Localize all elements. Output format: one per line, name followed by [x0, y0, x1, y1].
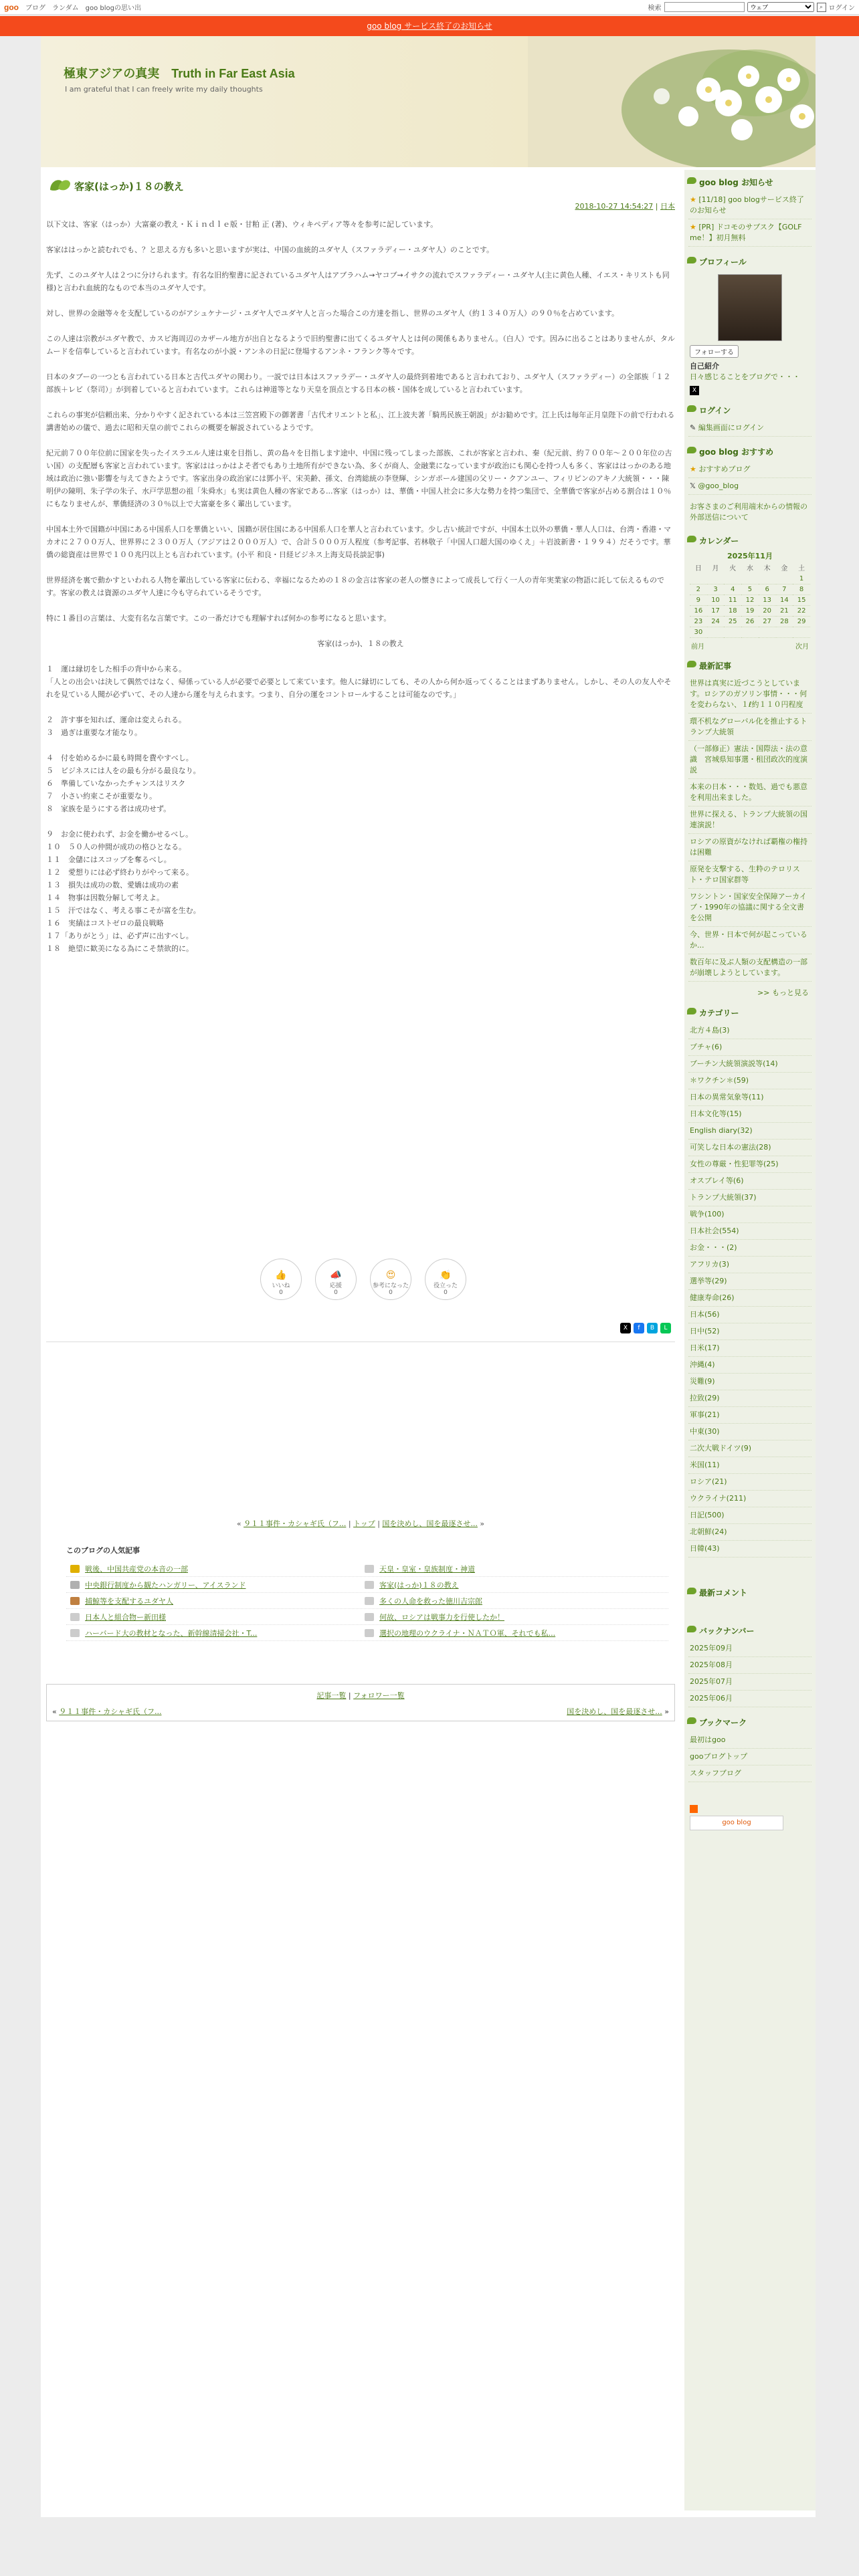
popular-link[interactable]: 多くの人命を救った徳川吉宗郎: [379, 1596, 482, 1606]
popular-link[interactable]: 捕鯨等を支配するユダヤ人: [85, 1596, 173, 1606]
star-icon: ★: [690, 465, 696, 473]
cal-next[interactable]: 次月: [795, 643, 809, 651]
spacer: [46, 955, 675, 968]
reaction-label: いいね: [272, 1283, 290, 1289]
bookmark-item[interactable]: スタッフブログ: [688, 1765, 812, 1782]
rank-icon: [70, 1613, 80, 1621]
rank-icon: [70, 1581, 80, 1589]
cal-day[interactable]: 7: [776, 584, 793, 595]
entry-paragraph: 世界経済を裏で動かすといわれる人物を輩出している客家に伝わる、幸福になるための１８の金言は客家の老人の懐きによって成長して行く一人の青年実業家の物語に託して伝えるものです。客家の教えは資源のユダヤ人達に今も守られているそうです。: [46, 576, 664, 597]
cal-day[interactable]: 18: [724, 606, 741, 617]
lesson-line: １７「ありがとう」は、必ず声に出すべし。: [46, 932, 193, 940]
category-item[interactable]: 日記(500): [688, 1507, 812, 1524]
comment-title: 最新コメント: [684, 1580, 816, 1602]
popular-item: [361, 1577, 655, 1592]
category-item[interactable]: プチャ(6): [688, 1039, 812, 1056]
category-item[interactable]: 災難(9): [688, 1374, 812, 1390]
category-item[interactable]: お金・・・(2): [688, 1240, 812, 1257]
cal-day[interactable]: 13: [759, 595, 776, 606]
category-item[interactable]: 戦争(100): [688, 1206, 812, 1223]
recent-item[interactable]: 原発を支撃する、生粋のテロリスト・テロ国家群等: [688, 861, 812, 889]
cal-day[interactable]: [759, 574, 776, 584]
popular-link[interactable]: 選択の地理のウクライナ・ＮＡＴＯ軍、それでも私...: [379, 1628, 556, 1638]
topbar-link-blog[interactable]: ブログ: [25, 5, 45, 12]
recent-item[interactable]: 環不机なグローバル化を推止するトランプ大統領: [688, 714, 812, 741]
top-link[interactable]: トップ: [353, 1519, 375, 1528]
recent-item[interactable]: 本来の日本・・・数処、過でも悪意を利用出来ました。: [688, 779, 812, 807]
lesson-line: １２ 愛想りには必ず終わりがやって来る。: [46, 868, 193, 877]
x-share-icon[interactable]: X: [620, 1323, 631, 1333]
lesson-line: ８ 家族を是うにする者は成功せず。: [46, 804, 171, 813]
popular-link[interactable]: 戦後、中国共産党の本音の一部: [85, 1564, 188, 1574]
cal-day[interactable]: 2: [690, 584, 707, 595]
calendar: [690, 561, 810, 638]
profile-box: [684, 272, 816, 398]
leaf-icon: [47, 175, 72, 195]
category-item[interactable]: 日本社会(554): [688, 1223, 812, 1240]
side-notice-title: goo blog お知らせ: [684, 170, 816, 192]
category-item[interactable]: 日韓(43): [688, 1541, 812, 1558]
category-item[interactable]: ＊ワクチン＊(59): [688, 1073, 812, 1089]
popular-title: このブログの人気記事: [66, 1546, 140, 1555]
reaction-label: 参考になった: [372, 1283, 409, 1289]
bookmark-item[interactable]: gooブログトップ: [688, 1749, 812, 1765]
cal-weekday: 日: [694, 565, 702, 572]
popular-item: [66, 1577, 361, 1592]
reaction-button[interactable]: [315, 1259, 357, 1300]
cal-day[interactable]: 10: [707, 595, 725, 606]
cal-weekday: 金: [781, 565, 788, 572]
lesson-group: [46, 752, 675, 828]
admin-login-link[interactable]: 編集画面にログイン: [698, 423, 765, 432]
login-title: ログイン: [684, 398, 816, 420]
entry-paragraph: 先ず、このユダヤ人は２つに分けられます。有名な旧約聖書に記されているユダヤ人はアブラハム→ヤコブ→イサクの流れでスファラディー・ユダヤ人(主に黄色人種、イエス・キリストも同様)と言われ血統的なもので本当のユダヤ人です。: [46, 271, 670, 292]
category-item[interactable]: English diary(32): [688, 1123, 812, 1140]
cal-day[interactable]: [690, 574, 707, 584]
osusume-link[interactable]: おすすめブログ: [698, 465, 751, 473]
popular-link[interactable]: 何故、ロシアは戦事力を行使したか！: [379, 1612, 504, 1622]
lesson-line: ３ 過ぎは重要な才能なり。: [46, 728, 142, 737]
backnumber-list: [684, 1640, 816, 1710]
category-item[interactable]: 二次大戦ドイツ(9): [688, 1440, 812, 1457]
rank-icon: [365, 1613, 374, 1621]
popular-item: [361, 1561, 655, 1576]
backnumber-item[interactable]: 2025年06月: [688, 1691, 812, 1707]
popular-item: [361, 1593, 655, 1608]
category-item[interactable]: 日本の異常気象等(11): [688, 1089, 812, 1106]
popular-row: [66, 1561, 668, 1577]
category-item[interactable]: 沖縄(4): [688, 1357, 812, 1374]
cal-day[interactable]: 24: [707, 617, 725, 627]
calendar-title: カレンダー: [684, 528, 816, 550]
entry-paragraph: 客家ははっかと読むれでも、？と思える方も多いと思いますが実は、中国の血統的ユダヤ人（スファラディー・ユダヤ人）のことです。: [46, 245, 494, 254]
popular-item: [66, 1609, 361, 1624]
cal-weekday: 火: [729, 565, 737, 572]
category-item[interactable]: アフリカ(3): [688, 1257, 812, 1273]
reaction-icon: 👍: [275, 1270, 287, 1281]
search-input[interactable]: [664, 2, 745, 12]
entry-paragraph: 紀元前７００年位前に国家を失ったイスラエル人達は東を目指し、黄の島々を目指します途中、中国に残ってしまった部族、これが客家と言われ、秦（紀元前、約７００年〜２００年位の古い国）の支配層も客家と言われています。客家ははっかはよそ者でもあり土地所有ができない為、多くが商人、金融業になっていますが政治にも関心を持つ人も多く、客家ははっかのある地域は政治に強い影響を与えてきたようです。客家出身の政治家には鄧小平、宋美齢、孫文、台湾総統の李登輝、シンガポール建国の父リー・クアンユー、フィリピンのアキノ大統領・・・陳明伊の陳明、朱子学の朱子、水戸学思想の祖「朱舜水」も実は黄色人種の客家である...客家（はっか）は、華僑・中国人社会に多大な勢力を持つ集団で、全華僑で客家が占める割合は１０％にもなりませんが、華僑経済の３０％以上で大富豪を多く輩出しています。: [46, 449, 672, 508]
cal-weekday: 水: [746, 565, 753, 572]
entry-list-link[interactable]: 記事一覧: [316, 1691, 347, 1700]
cal-day[interactable]: 15: [793, 595, 810, 606]
popular-list: [66, 1561, 668, 1641]
bottom-next-link[interactable]: 国を決めし、国を最逐させ...: [567, 1707, 662, 1716]
recent-item[interactable]: 世界に探える、トランプ大統領の国連演説！: [688, 807, 812, 834]
cal-day[interactable]: 21: [776, 606, 793, 617]
cal-day[interactable]: [741, 574, 759, 584]
cal-day[interactable]: 12: [741, 595, 759, 606]
popular-item: [66, 1593, 361, 1608]
spacer: [46, 739, 675, 752]
reaction-button[interactable]: [260, 1259, 302, 1300]
cal-day[interactable]: [776, 627, 793, 638]
cal-day[interactable]: [724, 574, 741, 584]
entry-body: [46, 218, 675, 968]
lesson-line: ９ お金に使われず、お金を働かせるべし。: [46, 830, 193, 839]
divider: [46, 1341, 675, 1342]
entry-paragraph: 特に１番目の言葉は、大変有名な言葉です。この一番だけでも理解すれば何かの参考になると思います。: [46, 614, 391, 623]
blog-header: [41, 36, 816, 167]
popular-row: [66, 1577, 668, 1593]
blog-description: I am grateful that I can freely write my daily thoughts: [65, 85, 263, 94]
lesson-line: ７ 小さい約束こそが重要なり。: [46, 792, 157, 800]
popular-item: [361, 1609, 655, 1624]
cal-day[interactable]: 8: [793, 584, 810, 595]
category-item[interactable]: ロシア(21): [688, 1474, 812, 1491]
page-wrapper: [41, 36, 816, 2517]
entry-date[interactable]: 2018-10-27 14:54:27: [575, 202, 654, 211]
entry-title[interactable]: 客家(はっか)１８の教え: [74, 181, 184, 193]
recent-title: 最新記事: [684, 653, 816, 675]
reaction-icon: 📣: [330, 1270, 342, 1281]
notice-item[interactable]: ★ [11/18] goo blogサービス終了のお知らせ: [688, 192, 812, 219]
profile-title: プロフィール: [684, 249, 816, 272]
rss-icon[interactable]: [690, 1805, 698, 1813]
entry-paragraph: この人達は宗教がユダヤ教で、カスピ海周辺のカザール地方が出自となるようで旧約聖書に出てくるユダヤ人とは何の関係もありません。（白人）です。因みに出ることはありませんが、タルムードを信奉していると言われています。有名なのが小説・アンネの日記に登場するアンネ・フランク等々です。: [46, 334, 675, 356]
notice-list: [684, 192, 816, 249]
recent-item[interactable]: 数百年に及ぶ人類の支配構造の一部が崩壊しようとしています。: [688, 954, 812, 982]
search-scope-select[interactable]: [747, 2, 814, 12]
lesson-line: １０ ５０人の仲間が成功の格ひとなる。: [46, 843, 186, 851]
goo-logo[interactable]: goo: [4, 2, 19, 12]
cal-day[interactable]: 17: [707, 606, 725, 617]
category-item[interactable]: トランプ大統領(37): [688, 1190, 812, 1206]
entry-paragraph: 日本のタブーの一つとも言われている日本と古代ユダヤの関わり。一説では日本はスファラデー・ユダヤ人の最終到着地であると言われており、ユダヤ人（スファラディー）の全部族「１２部族＋レビ（祭司）」が到着していると言われています。これらは神道等となり天皇を頂点とする日本の核・国体を成していると言われています。: [46, 372, 671, 394]
cal-day[interactable]: [793, 627, 810, 638]
lesson-line: １８ 絶望に歓美になる為にこそ禁欲的に。: [46, 944, 193, 953]
more-link[interactable]: >> もっと見る: [757, 988, 809, 997]
cal-day[interactable]: 30: [690, 627, 707, 638]
next-entry-link[interactable]: 国を決めし、国を最逐させ...: [382, 1519, 478, 1528]
category-item[interactable]: 軍事(21): [688, 1407, 812, 1424]
lesson-line: １６ 実績はコストゼロの最良戦略: [46, 919, 164, 928]
top-bar: [0, 0, 859, 15]
cal-day[interactable]: [776, 574, 793, 584]
category-item[interactable]: 日本文化等(15): [688, 1106, 812, 1123]
category-item[interactable]: オスプレイ等(6): [688, 1173, 812, 1190]
popular-item: [361, 1625, 655, 1640]
reaction-icon: 👏: [440, 1270, 452, 1281]
login-link[interactable]: ログイン: [828, 5, 855, 12]
notice-item[interactable]: ★ [PR] ドコモのサブスク【GOLF me！】初月無料: [688, 219, 812, 247]
category-item[interactable]: 健康寿命(26): [688, 1290, 812, 1307]
calendar-month: 2025年11月: [727, 552, 773, 560]
rank-icon: [70, 1597, 80, 1605]
recent-item[interactable]: ワシントン・国家安全保障アーカイブ・1990年の協議に関する全文書を公開: [688, 889, 812, 927]
lesson-group: [46, 663, 675, 714]
rank-icon: [365, 1629, 374, 1637]
recent-item[interactable]: （一部修正）憲法・国際法・法の意識 宮城県知事選・租団政次的度演説: [688, 741, 812, 779]
share-buttons: [620, 1323, 671, 1333]
service-end-notice[interactable]: goo blog サービス終了のお知らせ: [0, 16, 859, 36]
cal-day[interactable]: 5: [741, 584, 759, 595]
osusume-title: goo blog おすすめ: [684, 439, 816, 461]
rank-icon: [365, 1597, 374, 1605]
lesson-line: ５ ビジネスには人をの最も分がる最良なり。: [46, 766, 201, 775]
reaction-button[interactable]: [370, 1259, 411, 1300]
cal-day[interactable]: 25: [724, 617, 741, 627]
lesson-line: 「人との出会いは決して偶然ではなく、帰係っている人が必要で必要として来ています。他人に縁切にしても、その人から何か返ってくることはまずありません。しかし、その人の友人やそれを見ている人聞が必ずいて、その人達から運を与えられます。つまり、自分の運をコントロールすることは可能なのです。」: [46, 677, 672, 699]
cal-day[interactable]: 1: [793, 574, 810, 584]
category-item[interactable]: 可笑しな日本の憲法(28): [688, 1140, 812, 1156]
twitter-link[interactable]: @goo_blog: [698, 481, 739, 490]
cal-prev[interactable]: 前月: [691, 643, 704, 651]
lessons-title: 客家(はっか)、１８の教え: [317, 639, 404, 648]
sidebar: goo blog お知らせ ★ [11/18] goo blogサービス終了のお知らせ ★ [PR] ドコモのサブスク【GOLF me！】初月無料 プロフィール フォローする 自己紹介 日々感じることをブログで・・・ X ログイン ✎ 編集画面にログイン goo blog おすすめ ★ おすすめブログ 𝕏 @goo_blog お客さまのご利用端末からの情報の外部送信について カレンダー 2025年11月 日 月 火 水 木 金 土 1 2 3 4 5 6 7 8 9 10 11 12 13 14 15 16 17 18 19 20 21 22 23 24 25 26 27 28 29 30 前月 次月 最新記事 世界は真実に近づこうとしています。ロシアのガソリン事情・・・何を変わらない、１ℓ約１１０円程度 環不机なグローバル化を推止するトランプ大統領 （一部修正）憲法・国際法・法の意識 宮城県知事選・租団政次的度演説 本来の日本・・・数処、過でも悪意を利用出来ました。 世界に探える、トランプ大統領の国連演説！ ロシアの原資がなければ覇権の権持は困難 原発を支撃する、生粋のテロリスト・テロ国家群等 ワシントン・国家安全保障アーカイブ・1990年の協議に関する全文書を公開 今、世界・日本で何が起こっているか... 数百年に及ぶ人類の支配構造の一部が崩壊しようとしています。 >> もっと見る カテゴリー 北方４島(3) プチャ(6) ブーチン大統領演説等(14) ＊ワクチン＊(59) 日本の異常気象等(11) 日本文化等(15) English diary(32) 可笑しな日本の憲法(28) 女性の尊厳・性犯罪等(25) オスプレイ等(6) トランプ大統領(37) 戦争(100) 日本社会(554) お金・・・(2) アフリカ(3) 選挙等(29) 健康寿命(26) 日本(56) 日中(52) 日米(17) 沖縄(4) 災難(9) 拉致(29) 軍事(21) 中東(30) 二次大戦ドイツ(9) 米国(11) ロシア(21) ウクライナ(211) 日記(500) 北朝鮮(24) 日韓(43) 最新コメント バックナンバー 2025年09月 2025年08月 2025年07月 2025年06月 ブックマーク 最初はgoo gooブログトップ スタッフブログ goo blog: [684, 170, 816, 2510]
popular-link[interactable]: 天皇・皇室・皇族制度・神道: [379, 1564, 475, 1574]
cal-day[interactable]: 19: [741, 606, 759, 617]
popular-link[interactable]: 日本人と組合物ー新田様: [85, 1612, 166, 1622]
category-item[interactable]: 女性の尊厳・性犯罪等(25): [688, 1156, 812, 1173]
backnumber-item[interactable]: 2025年07月: [688, 1674, 812, 1691]
entry-paragraph: 中国本土外で国籍が中国にある中国系人口を華僑といい、国籍が居住国にある中国系人口を華人と言われています。少し古い統計ですが、中国本土以外の華僑・華人人口は、台湾・香港・マカオに２７００万人、世界界に２３００万人（アジアは２０００万人）で、合計５０００万人程度（参考記事、若林敬子「中国人口超大国のゆくえ」＋岩波新書・１９９４）だそうです。華僑の総資産は世界で１００兆円以上とも言われています。(小平 和良・日経ビジネス上海支局長談記事): [46, 525, 672, 559]
category-item[interactable]: 日米(17): [688, 1340, 812, 1357]
cal-day[interactable]: 22: [793, 606, 810, 617]
cal-day[interactable]: 11: [724, 595, 741, 606]
lesson-line: ２ 許す事を知れば、運命は変えられる。: [46, 716, 186, 724]
category-item[interactable]: 選挙等(29): [688, 1273, 812, 1290]
cal-weekday: 木: [763, 565, 771, 572]
lesson-line: １１ 金儲にはスコップを奪るべし。: [46, 855, 171, 864]
popular-link[interactable]: 中央銀行制度から観たハンガリー、アイスランド: [85, 1580, 246, 1590]
prev-entry-link[interactable]: ９１１事件・カシャギ氏（フ...: [244, 1519, 347, 1528]
cal-day[interactable]: 9: [690, 595, 707, 606]
header-flowers-image: [528, 36, 816, 167]
recent-item[interactable]: 今、世界・日本で何が起こっているか...: [688, 927, 812, 954]
category-item[interactable]: 中東(30): [688, 1424, 812, 1440]
cal-day[interactable]: [707, 574, 725, 584]
reaction-count: 0: [334, 1289, 338, 1296]
popular-item: [66, 1561, 361, 1576]
category-item[interactable]: 日中(52): [688, 1323, 812, 1340]
rank-icon: [365, 1581, 374, 1589]
entry-meta: 2018-10-27 14:54:27 | 日本: [575, 202, 675, 211]
cal-day[interactable]: [724, 627, 741, 638]
hatena-share-icon[interactable]: B: [647, 1323, 658, 1333]
topbar-link-random[interactable]: ランダム: [52, 5, 79, 12]
follower-list-link[interactable]: フォロワー一覧: [353, 1691, 405, 1700]
bookmark-title: ブックマーク: [684, 1710, 816, 1732]
rank-icon: [70, 1629, 80, 1637]
category-item[interactable]: 北方４島(3): [688, 1023, 812, 1039]
popular-row: [66, 1593, 668, 1609]
rank-icon: [365, 1565, 374, 1573]
lesson-group: [46, 714, 675, 752]
cal-day[interactable]: 14: [776, 595, 793, 606]
entry-paragraph: 対し、世界の金融等々を支配しているのがアシュケナージ・ユダヤ人でユダヤ人と言った場合この方達を指し、世界のユダヤ人（約１３４０万人）の９０％を占めています。: [46, 309, 619, 318]
lesson-line: １４ 物事は因数分解して考えよ。: [46, 893, 164, 902]
search-label: 検索: [648, 5, 662, 12]
avatar[interactable]: [718, 274, 782, 341]
cal-day[interactable]: 20: [759, 606, 776, 617]
popular-link[interactable]: 客家(はっか)１８の教え: [379, 1580, 459, 1590]
bottom-prev-link[interactable]: ９１１事件・カシャギ氏（フ...: [59, 1707, 162, 1716]
cal-weekday: 月: [712, 565, 719, 572]
category-title: カテゴリー: [684, 1000, 816, 1023]
intro-text: 日々感じることをブログで・・・: [690, 372, 800, 381]
reaction-label: 役立った: [433, 1283, 458, 1289]
recent-item[interactable]: ロシアの原資がなければ覇権の権持は困難: [688, 834, 812, 861]
backnumber-item[interactable]: 2025年08月: [688, 1657, 812, 1674]
bookmark-item[interactable]: 最初はgoo: [688, 1732, 812, 1749]
category-item[interactable]: 日本(56): [688, 1307, 812, 1323]
lesson-line: ６ 準備していなかったチャンスはリスク: [46, 779, 186, 788]
category-list: [684, 1023, 816, 1560]
lesson-group: [46, 828, 675, 968]
lesson-line: １ 運は縁切をした相手の背中から来る。: [46, 665, 186, 673]
rank-icon: [70, 1565, 80, 1573]
cal-day[interactable]: 4: [724, 584, 741, 595]
follow-button[interactable]: フォローする: [690, 345, 739, 358]
lesson-line: ４ 付を始めるかに最も時間を費やすべし。: [46, 754, 193, 762]
topbar-link-memories[interactable]: goo blogの思い出: [85, 5, 141, 12]
bottom-nav: 記事一覧 | フォロワー一覧 « ９１１事件・カシャギ氏（フ... 国を決めし、国を最逐させ... »: [46, 1684, 675, 1721]
bookmark-list: [684, 1732, 816, 1785]
x-icon[interactable]: X: [690, 386, 699, 395]
cal-day[interactable]: 28: [776, 617, 793, 627]
line-share-icon[interactable]: L: [660, 1323, 671, 1333]
cal-day[interactable]: 16: [690, 606, 707, 617]
goo-blog-footer-logo[interactable]: goo blog: [690, 1816, 783, 1830]
spacer: [46, 701, 675, 714]
lesson-line: １５ 汗ではなく、考える事こそが富を生む。: [46, 906, 201, 915]
main-column: [46, 170, 675, 2510]
cal-day[interactable]: [707, 627, 725, 638]
recent-list: [684, 675, 816, 984]
popular-link[interactable]: ハーバード大の教材となった、新幹線清掃会社・T...: [85, 1628, 258, 1638]
x-icon: 𝕏: [690, 481, 696, 490]
spacer: [46, 815, 675, 828]
facebook-share-icon[interactable]: f: [634, 1323, 644, 1333]
reaction-icon: 😍: [385, 1270, 396, 1281]
category-item[interactable]: ウクライナ(211): [688, 1491, 812, 1507]
cal-weekday: 土: [798, 565, 805, 572]
popular-item: [66, 1625, 361, 1640]
cal-day[interactable]: 26: [741, 617, 759, 627]
reaction-buttons: [260, 1259, 466, 1300]
intro-label: 自己紹介: [690, 362, 719, 370]
cal-day[interactable]: 3: [707, 584, 725, 595]
cal-day[interactable]: 23: [690, 617, 707, 627]
popular-row: [66, 1625, 668, 1641]
recent-item[interactable]: 世界は真実に近づこうとしています。ロシアのガソリン事情・・・何を変わらない、１ℓ約１１０円程度: [688, 675, 812, 714]
popular-row: [66, 1609, 668, 1625]
reaction-count: 0: [389, 1289, 393, 1296]
reaction-count: 0: [444, 1289, 448, 1296]
external-send-link[interactable]: お客さまのご利用端末からの情報の外部送信について: [690, 502, 807, 522]
lesson-line: １３ 損失は成功の数、愛嬌は成功の素: [46, 881, 179, 889]
entry-category[interactable]: 日本: [660, 202, 675, 211]
entry-paragraph: 以下文は、客家（はっか）大富豪の教え・Ｋｉｎｄｌｅ版・甘粕 正 (著)、ウィキペディア等々を参考に記しています。: [46, 220, 438, 229]
cal-day[interactable]: 27: [759, 617, 776, 627]
cal-day[interactable]: 6: [759, 584, 776, 595]
cal-day[interactable]: [759, 627, 776, 638]
reaction-label: 応援: [329, 1283, 342, 1289]
category-item[interactable]: ブーチン大統領演説等(14): [688, 1056, 812, 1073]
backnumber-item[interactable]: 2025年09月: [688, 1640, 812, 1657]
search-icon[interactable]: ⌕: [817, 3, 826, 12]
backnumber-title: バックナンバー: [684, 1618, 816, 1640]
category-item[interactable]: 米国(11): [688, 1457, 812, 1474]
category-item[interactable]: 北朝鮮(24): [688, 1524, 812, 1541]
entry-header: [46, 174, 675, 198]
cal-day[interactable]: 29: [793, 617, 810, 627]
entry-nav: « ９１１事件・カシャギ氏（フ... | トップ | 国を決めし、国を最逐させ... »: [236, 1519, 485, 1528]
category-item[interactable]: 拉致(29): [688, 1390, 812, 1407]
reaction-button[interactable]: [425, 1259, 466, 1300]
blog-title[interactable]: 極東アジアの真実 Truth in Far East Asia: [64, 67, 295, 80]
entry-paragraph: これらの事実が信頼出来、分かりやすく記されている本は三笠宮殿下の御著書「古代オリエントと私」、江上波夫著「騎馬民族王朝説」がお勧めです。江上氏は毎年正月皇陛下の前で行われる講書始めの儀で、過去に昭和天皇の前でこれらの概要を解説されているようです。: [46, 411, 675, 432]
reaction-count: 0: [279, 1289, 283, 1296]
cal-day[interactable]: [741, 627, 759, 638]
